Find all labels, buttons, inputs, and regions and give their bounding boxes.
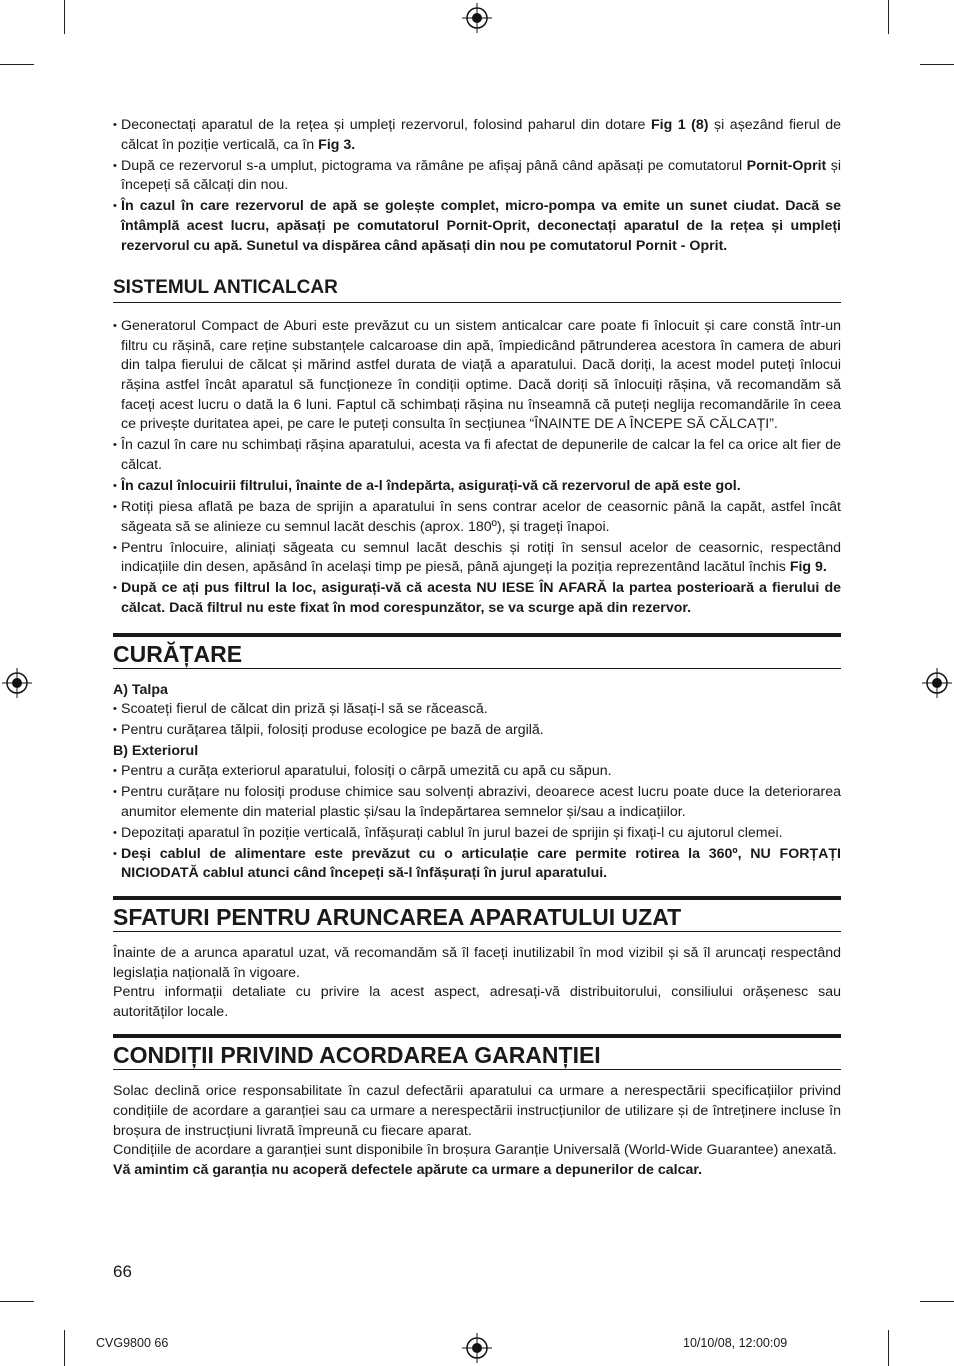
bullet-item <box>113 116 841 155</box>
bullet-item <box>113 762 841 782</box>
bullet-text: Deconectați aparatul de la rețea și umpleți rezervorul, folosind paharul din dotare <box>121 117 651 133</box>
anticalcar-bullet-list <box>113 317 841 618</box>
bullet-text: Fig 9. <box>789 559 827 576</box>
section-heading-sfaturi: SFATURI PENTRU ARUNCAREA APARATULUI UZAT <box>113 896 841 932</box>
bullet-item <box>113 498 841 537</box>
section-heading-anticalcar: SISTEMUL ANTICALCAR <box>113 277 841 303</box>
paragraph: Condițiile de acordare a garanției sunt disponibile în broșura Garanție Universală (World-Wide Guarantee) anexată. <box>113 1142 837 1159</box>
bullet-item <box>113 783 841 822</box>
top-bullet-list <box>113 116 841 256</box>
footer-left: CVG9800 66 <box>96 1336 169 1350</box>
registration-mark-icon <box>462 1333 492 1363</box>
page-number: 66 <box>113 1262 132 1281</box>
bullet-text: și așezând fierul de călcat în poziție verticală, ca în <box>121 117 842 153</box>
crop-mark <box>888 1330 889 1366</box>
subheading-exteriorul: B) Exteriorul <box>113 743 199 760</box>
bullet-text: Rotiți piesa aflată pe baza de sprijin a aparatului în sens contrar acelor de ceasornic până la capăt, astfel încât săgeata să se alinieze cu semnul lacăt deschis (aprox. 180º), și trageți înapoi. <box>121 499 841 535</box>
bullet-item <box>113 477 841 497</box>
footer-right: 10/10/08, 12:00:09 <box>683 1336 788 1350</box>
crop-mark <box>64 0 65 34</box>
section-heading-curatare: CURĂȚARE <box>113 633 841 669</box>
bullet-text: Depozitați aparatul în poziție verticală, înfășurați cablul în jurul bazei de sprijin și fixați-l cu ajutorul clemei. <box>121 824 783 841</box>
crop-mark <box>920 64 954 65</box>
bullet-text: Scoateți fierul de călcat din priză și lăsați-l să se răcească. <box>121 701 488 718</box>
bullet-text: Pentru curățare nu folosiți produse chimice sau solvenți abrazivi, deoarece acest lucru poate duce la deteriorarea anumitor elemente din material plastic și/sau la îndepărtarea semnelor și/sau a indicațiilor. <box>121 784 841 820</box>
bullet-text: Pentru a curăța exteriorul aparatului, folosiți o cârpă umezită cu apă cu săpun. <box>121 762 612 779</box>
bullet-item <box>113 721 841 741</box>
bullet-text: După ce ați pus filtrul la loc, asigurați-vă că acesta NU IESE ÎN AFARĂ la partea posterioară a fierului de călcat. Dacă filtrul nu este fixat în mod corespunzător, se va scurge apă din rezervor. <box>121 580 841 616</box>
bullet-text: În cazul înlocuirii filtrului, înainte de a-l îndepărta, asigurați-vă că rezervorul de apă este gol. <box>121 477 741 494</box>
paragraph-bold: Vă amintim că garanția nu acoperă defectele apărute ca urmare a depunerilor de calcar. <box>113 1161 703 1178</box>
bullet-item <box>113 700 841 720</box>
bullet-item <box>113 845 841 884</box>
paragraph: Pentru informații detaliate cu privire la acest aspect, adresați-vă distribuitorului, consiliului orășenesc sau autorităților locale. <box>113 984 841 1020</box>
bullet-text: Fig 3. <box>318 136 356 153</box>
bullet-text: Pentru curățarea tălpii, folosiți produse ecologice pe bază de argilă. <box>121 722 544 739</box>
exteriorul-bullet-list <box>113 762 841 884</box>
registration-mark-icon <box>2 668 32 698</box>
bullet-text: Generatorul Compact de Aburi este prevăzut cu un sistem anticalcar care poate fi înlocuit și care constă într-un filtru cu rășină, care reține substanțele calcaroase din apă, împiedicând pătrunderea acestora în camera de aburi din talpa fierului de călcat și mărind astfel durata de viață a aparatului. Dacă doriți, la acest model puteți înlocui rășina astfel încât aparatul să funcționeze în condiții optime. Dacă doriți să înlocuiți rășina, vă recomandăm să faceți acest lucru o dată la 6 luni. Faptul că schimbați rășina nu înseamnă că puteți neglija recomandările în ceea ce privește duritatea apei, pe care le puteți consulta în secțiunea “ÎNAINTE DE A ÎNCEPE SĂ CĂLCAȚI”. <box>121 318 841 433</box>
crop-mark <box>0 1301 34 1302</box>
bullet-text: Pentru înlocuire, aliniați săgeata cu semnul lacăt deschis și rotiți în sensul acelor de ceasornic, respectând indicațiile din desen, apăsând în același timp pe piesă, până ajungeți la poziția reprezentând lacătul închis <box>121 539 841 576</box>
registration-mark-icon <box>462 3 492 33</box>
bullet-text: Fig 1 (8) <box>650 117 709 133</box>
bullet-item <box>113 197 841 256</box>
subheading-talpa: A) Talpa <box>113 681 168 698</box>
bullet-text: și începeți să călcați din nou. <box>121 157 841 194</box>
bullet-item <box>113 539 841 578</box>
bullet-text: În cazul în care rezervorul de apă se golește complet, micro-pompa va emite un sunet ciudat. Dacă se întâmplă acest lucru, apăsați pe comutatorul Pornit-Oprit, deconectați aparatul de la rețea și umpleți rezervorul cu apă. Sunetul va dispărea când apăsați din nou pe comutatorul Pornit - Oprit. <box>121 198 841 254</box>
section-heading-garantie: CONDIȚII PRIVIND ACORDAREA GARANȚIEI <box>113 1034 841 1070</box>
page-content <box>113 116 841 1180</box>
bullet-item <box>113 824 841 844</box>
bullet-item <box>113 317 841 435</box>
registration-mark-icon <box>922 668 952 698</box>
bullet-item <box>113 157 841 196</box>
bullet-text: Deși cablul de alimentare este prevăzut cu o articulație care permite rotirea la 360º, NU FORȚAȚI NICIODATĂ cablul atunci când începeți să-l înfășurați în jurul aparatului. <box>121 845 841 882</box>
talpa-bullet-list <box>113 700 841 741</box>
crop-mark <box>0 64 34 65</box>
bullet-item <box>113 579 841 618</box>
bullet-text: După ce rezervorul s-a umplut, pictograma va rămâne pe afișaj până când apăsați pe comutatorul <box>121 157 747 174</box>
paragraph: Înainte de a arunca aparatul uzat, vă recomandăm să îl faceți inutilizabil în mod vizibil și să îl aruncați respectând legislația națională în vigoare. <box>113 945 841 981</box>
crop-mark <box>920 1301 954 1302</box>
crop-mark <box>888 0 889 34</box>
bullet-item <box>113 436 841 475</box>
bullet-text: Pornit-Oprit <box>746 157 827 174</box>
paragraph: Solac declină orice responsabilitate în cazul defectării aparatului ca urmare a nerespectării specificațiilor privind condițiile de acordare a garanției sau ca urmare a nerespectării instrucțiunilor de utilizare și de întreținere incluse în broșura de instrucțiuni livrată împreună cu fiecare aparat. <box>113 1083 841 1139</box>
bullet-text: În cazul în care nu schimbați rășina aparatului, acesta va fi afectat de depunerile de calcar la fel ca orice alt fier de călcat. <box>121 437 841 473</box>
crop-mark <box>64 1330 65 1366</box>
